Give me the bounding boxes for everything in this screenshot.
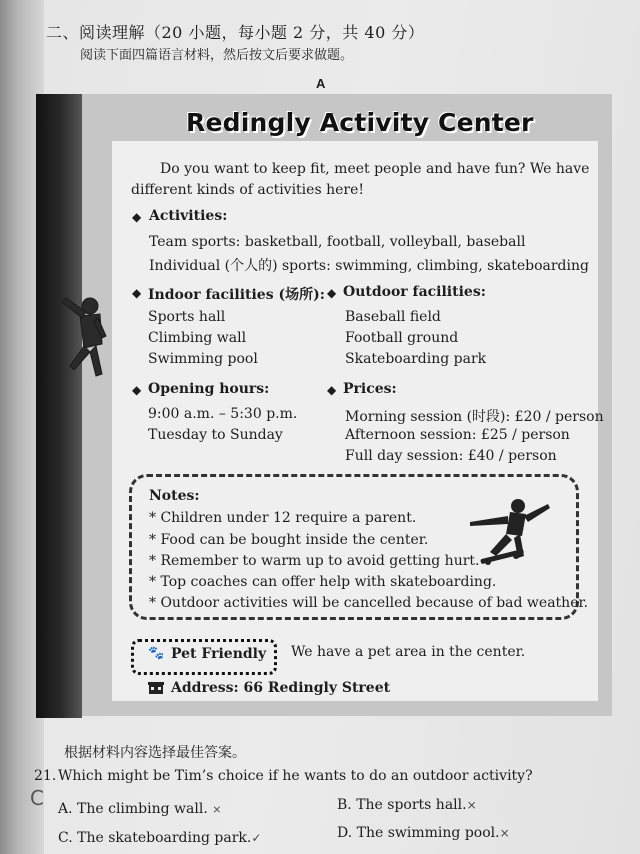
note-item [149,510,416,526]
poster-title: Redingly Activity Center [186,108,534,137]
outdoor-item: Skateboarding park [345,351,487,367]
cross-mark-icon: × [466,798,477,812]
note-item [149,553,479,569]
outdoor-item: Football ground [345,330,459,346]
pet-area-text: We have a pet area in the center. [291,644,526,660]
diamond-bullet-icon: ◆ [132,210,142,224]
skateboarder-icon [466,496,550,568]
note-text: Top coaches can offer help with skateboarding. [160,574,497,590]
handwritten-answer: C [30,786,44,810]
option-b[interactable] [337,797,477,813]
questions-instruction: 根据材料内容选择最佳答案。 [64,745,246,761]
asterisk-bullet-icon: * [149,510,161,526]
indoor-item: Swimming pool [148,351,258,367]
question-number: 21. [34,768,57,784]
cross-mark-icon: × [499,826,510,840]
indoor-heading: Indoor facilities (场所): [148,287,325,303]
pet-friendly-label: Pet Friendly [171,646,267,662]
section-heading: 二、阅读理解（20 小题，每小题 2 分，共 40 分） [46,23,425,42]
note-item [149,532,428,548]
option-d[interactable] [337,825,510,841]
note-text: Children under 12 require a parent. [160,510,417,526]
intro-line-1: Do you want to keep fit, meet people and have fun? We have [160,161,590,177]
team-sports-text: Team sports: basketball, football, volleyball, baseball [149,234,526,250]
passage-letter: A [316,76,326,91]
notes-heading: Notes: [149,488,200,504]
diamond-bullet-icon: ◆ [327,286,337,300]
activities-heading: Activities: [149,208,228,224]
individual-sports-text: Individual (个人的) sports: swimming, climbing, skateboarding [149,258,589,274]
cliff-image [36,94,82,718]
indoor-item: Sports hall [148,309,226,325]
note-item [149,574,496,590]
paw-icon: 🐾 [148,646,165,661]
diamond-bullet-icon: ◆ [327,383,337,397]
note-item [149,595,588,611]
note-text: Outdoor activities will be cancelled because of bad weather. [160,595,589,611]
option-text: A. The climbing wall. [58,801,208,817]
prices-heading: Prices: [343,381,397,397]
price-fullday: Full day session: £40 / person [345,448,557,464]
question-text: Which might be Tim’s choice if he wants to do an outdoor activity? [58,768,533,784]
hours-time: 9:00 a.m. – 5:30 p.m. [148,406,298,422]
hours-days: Tuesday to Sunday [148,427,283,443]
option-text: C. The skateboarding park. [58,830,252,846]
diamond-bullet-icon: ◆ [132,286,142,300]
option-c[interactable] [58,830,261,846]
asterisk-bullet-icon: * [149,553,161,569]
section-instruction: 阅读下面四篇语言材料，然后按文后要求做题。 [80,48,354,63]
asterisk-bullet-icon: * [149,595,161,611]
option-a[interactable] [58,801,221,817]
hours-heading: Opening hours: [148,381,270,397]
cross-mark-icon: × [212,803,222,816]
price-afternoon: Afternoon session: £25 / person [345,427,570,443]
asterisk-bullet-icon: * [149,574,161,590]
address-text: Address: 66 Redingly Street [171,680,391,696]
option-text: D. The swimming pool. [337,825,500,841]
climber-icon [44,292,112,392]
asterisk-bullet-icon: * [149,532,161,548]
note-text: Food can be bought inside the center. [160,532,429,548]
outdoor-heading: Outdoor facilities: [343,284,486,300]
indoor-item: Climbing wall [148,330,247,346]
intro-line-2: different kinds of activities here! [131,182,364,198]
building-icon [148,681,164,695]
price-morning: Morning session (时段): £20 / person [345,409,604,425]
outdoor-item: Baseball field [345,309,441,325]
check-mark-icon: ✓ [251,831,262,845]
note-text: Remember to warm up to avoid getting hurt. [160,553,480,569]
diamond-bullet-icon: ◆ [132,383,142,397]
option-text: B. The sports hall. [337,797,467,813]
